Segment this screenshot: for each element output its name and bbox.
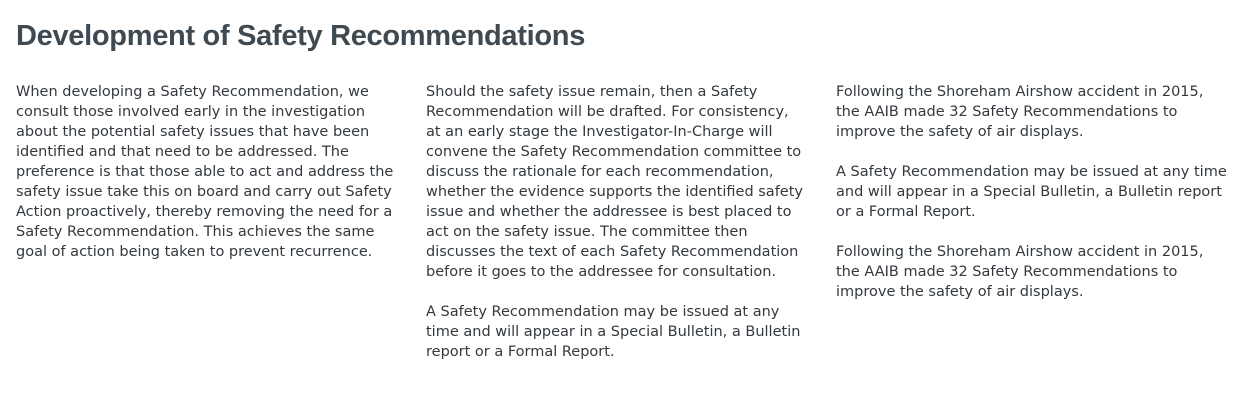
column-2-paragraph-1: Should the safety issue remain, then a Safety Recommendation will be drafted. For consistency, at an early stage the Investigator-In-Charge will convene the Safety Recommendation committee to discuss the rationale for each recommendation, whether the evidence supports the identified safety issue and whether the addressee is best placed to act on the safety issue. The committee then discusses the text of each Safety Recommendation before it goes to the addressee for consultation. bbox=[426, 84, 803, 280]
column-3 bbox=[836, 82, 1228, 382]
column-3-paragraph-3: Following the Shoreham Airshow accident in 2015, the AAIB made 32 Safety Recommendations to improve the safety of air displays. bbox=[836, 244, 1204, 300]
column-1-paragraph-1: When developing a Safety Recommendation, we consult those involved early in the investigation about the potential safety issues that have been identified and that need to be addressed. The preference is that those able to act and address the safety issue take this on board and carry out Safety Action proactively, thereby removing the need for a Safety Recommendation. This achieves the same goal of action being taken to prevent recurrence. bbox=[16, 84, 394, 260]
column-3-paragraph-2: A Safety Recommendation may be issued at any time and will appear in a Special Bulletin, a Bulletin report or a Formal Report. bbox=[836, 164, 1227, 220]
column-2-paragraph-2: A Safety Recommendation may be issued at any time and will appear in a Special Bulletin, a Bulletin report or a Formal Report. bbox=[426, 304, 801, 360]
column-2 bbox=[426, 82, 806, 382]
column-1 bbox=[16, 82, 396, 382]
content-columns bbox=[16, 82, 1242, 382]
page-title: Development of Safety Recommendations bbox=[16, 20, 586, 52]
column-3-paragraph-1: Following the Shoreham Airshow accident in 2015, the AAIB made 32 Safety Recommendations to improve the safety of air displays. bbox=[836, 84, 1204, 140]
